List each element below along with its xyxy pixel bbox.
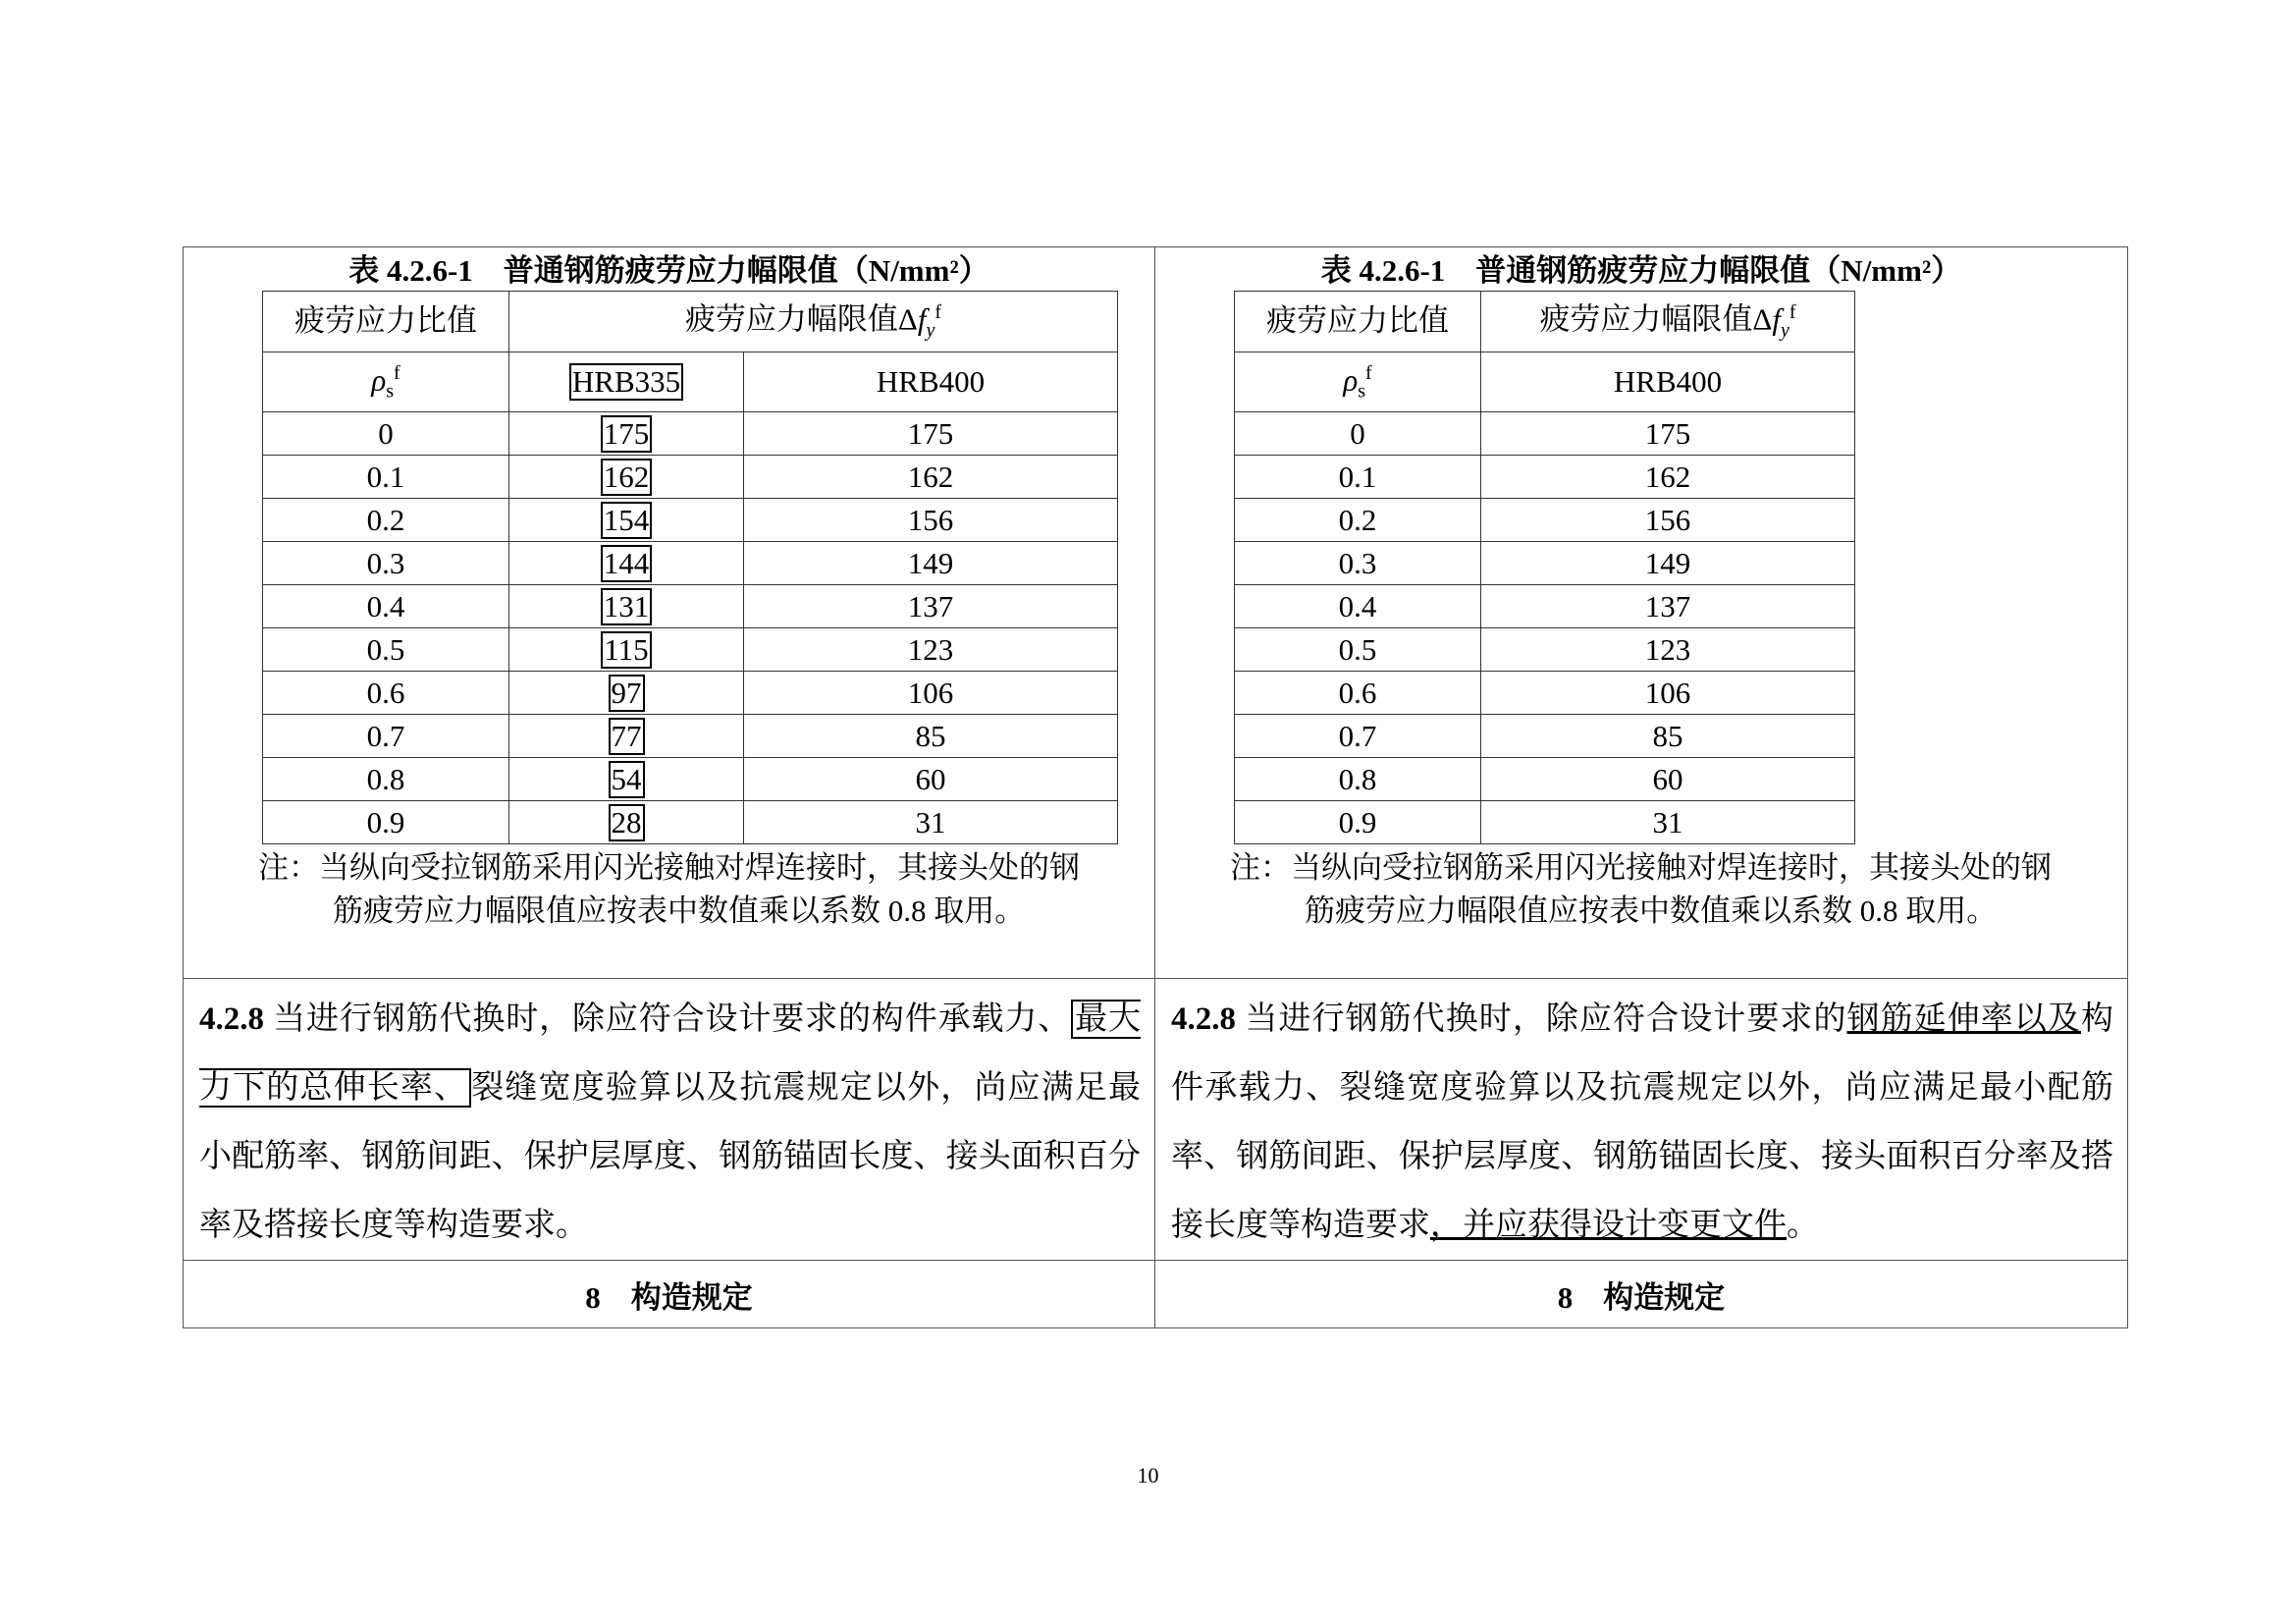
right-clause-underlined-change-2: ，并应获得设计变更文件 (1430, 1208, 1787, 1243)
right-clause-text: 4.2.8 当进行钢筋代换时，除应符合设计要求的钢筋延伸率以及构件承载力、裂缝宽度验算以及抗震规定以外，尚应满足最小配筋率、钢筋间距、保护层厚度、钢筋锚固长度、接头面积百分率及搭接长度等构造要求，并应获得设计变更文件。 (1171, 1001, 2114, 1243)
left-table-cell (184, 247, 1155, 979)
table-row (263, 715, 1118, 758)
hrb400-cell: 31 (1481, 801, 1855, 844)
hrb335-cell: 77 (509, 715, 744, 758)
right-header-hrb400: HRB400 (1481, 352, 1855, 412)
hrb335-cell: 131 (509, 585, 744, 628)
hrb400-cell: 137 (744, 585, 1118, 628)
right-fatigue-table (1234, 291, 1855, 844)
right-header-group: 疲劳应力幅限值$\Delta f_y^f$ (1481, 292, 1855, 352)
table-row (263, 412, 1118, 456)
ratio-cell: 0.6 (263, 672, 509, 715)
left-table-note: 注：当纵向受拉钢筋采用闪光接触对焊连接时，其接头处的钢 筋疲劳应力幅限值应按表中数值乘以系数 0.8 取用。 (258, 850, 1080, 929)
table-row (1235, 758, 1855, 801)
table-row (1235, 412, 1855, 456)
table-row (263, 542, 1118, 585)
table-row (1235, 715, 1855, 758)
hrb400-cell: 137 (1481, 585, 1855, 628)
page-number: 10 (1137, 1463, 1159, 1488)
table-row (263, 672, 1118, 715)
ratio-cell: 0.3 (1235, 542, 1481, 585)
hrb335-cell: 115 (509, 628, 744, 672)
right-chapter-heading: 8 构造规定 (1557, 1279, 1726, 1315)
left-header-ratio: 疲劳应力比值 (263, 292, 509, 352)
hrb400-cell: 162 (744, 456, 1118, 499)
hrb400-cell: 85 (744, 715, 1118, 758)
ratio-cell: 0.7 (1235, 715, 1481, 758)
ratio-cell: 0.4 (263, 585, 509, 628)
ratio-cell: 0.4 (1235, 585, 1481, 628)
table-row (263, 758, 1118, 801)
right-table-note: 注：当纵向受拉钢筋采用闪光接触对焊连接时，其接头处的钢 筋疲劳应力幅限值应按表中数值乘以系数 0.8 取用。 (1230, 850, 2052, 929)
ratio-cell: 0.9 (263, 801, 509, 844)
hrb400-cell: 175 (744, 412, 1118, 456)
ratio-cell: 0.9 (1235, 801, 1481, 844)
table-row (1235, 672, 1855, 715)
right-header-ratio: 疲劳应力比值 (1235, 292, 1481, 352)
ratio-cell: 0.3 (263, 542, 509, 585)
hrb335-cell: 162 (509, 456, 744, 499)
hrb400-cell: 31 (744, 801, 1118, 844)
ratio-cell: 0.8 (1235, 758, 1481, 801)
hrb400-cell: 123 (1481, 628, 1855, 672)
hrb400-cell: 175 (1481, 412, 1855, 456)
hrb400-cell: 106 (1481, 672, 1855, 715)
hrb400-cell: 149 (744, 542, 1118, 585)
right-clause-underlined-change-1: 钢筋延伸率以及 (1846, 1001, 2082, 1037)
ratio-cell: 0.2 (1235, 499, 1481, 542)
left-header-group: 疲劳应力幅限值$\Delta f_y^f$ (509, 292, 1118, 352)
ratio-cell: 0.8 (263, 758, 509, 801)
ratio-cell: 0.5 (1235, 628, 1481, 672)
ratio-cell: 0.1 (263, 456, 509, 499)
table-row (263, 801, 1118, 844)
hrb400-cell: 85 (1481, 715, 1855, 758)
ratio-cell: 0 (1235, 412, 1481, 456)
left-fatigue-table (262, 291, 1118, 844)
hrb400-cell: 60 (744, 758, 1118, 801)
left-clause-cell (184, 979, 1155, 1261)
right-chapter-cell (1155, 1261, 2128, 1328)
hrb335-cell: 54 (509, 758, 744, 801)
left-header-ratio-symbol: $\rho_s^f$ (263, 352, 509, 412)
hrb400-cell: 156 (1481, 499, 1855, 542)
table-row (1235, 542, 1855, 585)
right-table-cell (1155, 247, 2128, 979)
hrb400-cell: 156 (744, 499, 1118, 542)
table-row (263, 456, 1118, 499)
hrb400-cell: 60 (1481, 758, 1855, 801)
ratio-cell: 0.6 (1235, 672, 1481, 715)
table-row (263, 628, 1118, 672)
hrb335-cell: 28 (509, 801, 744, 844)
hrb335-cell: 144 (509, 542, 744, 585)
hrb400-cell: 123 (744, 628, 1118, 672)
table-row (1235, 456, 1855, 499)
right-table-title: 表 4.2.6-1 普通钢筋疲劳应力幅限值（N/mm²） (1320, 253, 1962, 288)
right-header-ratio-symbol: $\rho_s^f$ (1235, 352, 1481, 412)
hrb335-cell: 97 (509, 672, 744, 715)
table-row (1235, 499, 1855, 542)
table-row (1235, 801, 1855, 844)
left-clause-text: 4.2.8 当进行钢筋代换时，除应符合设计要求的构件承载力、 最大力下的总伸长率、 裂缝宽度验算以及抗震规定以外，尚应满足最小配筋率、钢筋间距、保护层厚度、钢筋锚固长度、接头面积百分率及搭接长度等构造要求。 (199, 1001, 1142, 1243)
table-row (263, 499, 1118, 542)
left-chapter-cell (184, 1261, 1155, 1328)
left-chapter-heading: 8 构造规定 (585, 1279, 753, 1315)
hrb335-cell: 154 (509, 499, 744, 542)
ratio-cell: 0 (263, 412, 509, 456)
hrb400-cell: 106 (744, 672, 1118, 715)
right-clause-cell (1155, 979, 2128, 1261)
left-table-title: 表 4.2.6-1 普通钢筋疲劳应力幅限值（N/mm²） (348, 253, 989, 288)
hrb335-cell: 175 (509, 412, 744, 456)
comparison-table (183, 246, 2128, 1328)
table-row (263, 585, 1118, 628)
left-header-hrb400: HRB400 (744, 352, 1118, 412)
left-clause-boxed-change: 最大力下的总伸长率、 (199, 1001, 1141, 1106)
ratio-cell: 0.5 (263, 628, 509, 672)
hrb400-cell: 149 (1481, 542, 1855, 585)
ratio-cell: 0.7 (263, 715, 509, 758)
ratio-cell: 0.1 (1235, 456, 1481, 499)
ratio-cell: 0.2 (263, 499, 509, 542)
table-row (1235, 628, 1855, 672)
hrb400-cell: 162 (1481, 456, 1855, 499)
left-header-hrb335: HRB335 (509, 352, 744, 412)
table-row (1235, 585, 1855, 628)
